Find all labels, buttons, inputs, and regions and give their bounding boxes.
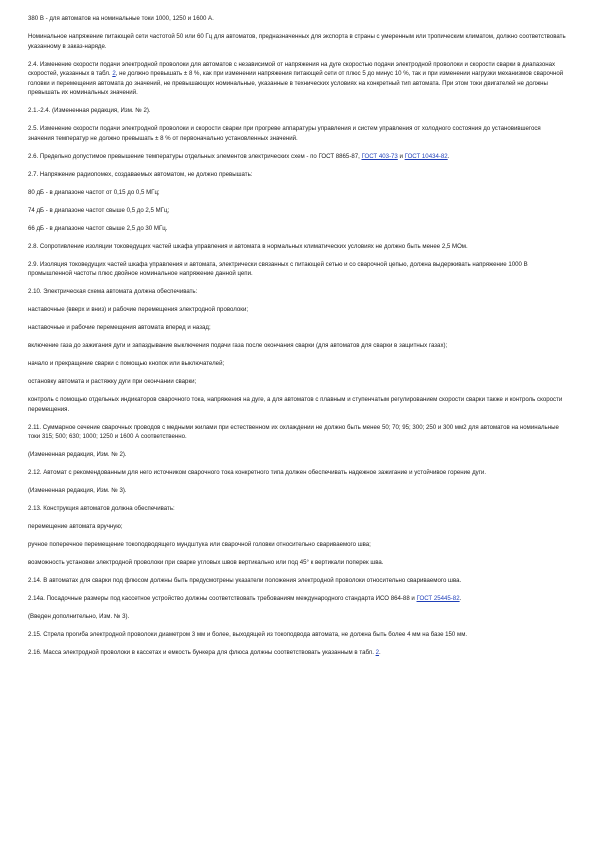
paragraph: 80 дБ - в диапазоне частот от 0,15 до 0,5 МГц;	[28, 188, 160, 196]
paragraph: контроль с помощью отдельных индикаторов сварочного тока, напряжения на дуге, а для автоматов с плавным и ступенчатым регулированием скорости сварки также и контроль скорости перемещения.	[28, 396, 563, 413]
paragraph: 66 дБ - в диапазоне частот свыше 2,5 до 30 МГц.	[28, 224, 168, 232]
paragraph: 2.1.-2.4. (Измененная редакция, Изм. № 2).	[28, 107, 151, 115]
paragraph: начало и прекращение сварки с помощью кнопок или выключателей;	[28, 360, 225, 368]
paragraph: 2.6. Предельно допустимое превышение температуры отдельных элементов электрических схем - по ГОСТ 8865-87, ГОСТ 403-73 и ГОСТ 10434-82.	[28, 152, 450, 160]
gost-403-73-link[interactable]: ГОСТ 403-73	[361, 152, 398, 160]
paragraph: Номинальное напряжение питающей сети частотой 50 или 60 Гц для автоматов, предназначенных для экспорта в страны с умеренным или тропическим климатом, должно соответствовать указанному в заказ-наряде.	[28, 32, 566, 50]
paragraph: 2.16. Масса электродной проволоки в кассетах и емкость бункера для флюса должны соответствовать указанным в табл. 2.	[28, 649, 381, 657]
paragraph: возможность установки электродной проволоки при сварке угловых швов вертикально или под 45° к вертикали поперек шва.	[28, 559, 384, 567]
paragraph: 380 В - для автоматов на номинальные токи 1000, 1250 и 1600 А.	[28, 15, 214, 22]
paragraph: перемещение автомата вручную;	[28, 523, 123, 531]
table-2-link[interactable]: 2	[112, 70, 116, 78]
paragraph: (Измененная редакция, Изм. № 3).	[28, 487, 127, 495]
paragraph: 2.7. Напряжение радиопомех, создаваемых автоматом, не должно превышать:	[28, 170, 253, 178]
paragraph: наставочные и рабочие перемещения автомата вперед и назад;	[28, 324, 211, 332]
paragraph: наставочные (вверх и вниз) и рабочие перемещения электродной проволоки;	[28, 306, 249, 314]
paragraph: 2.11. Суммарное сечение сварочных проводов с медными жилами при естественном их охлаждении не должно быть менее 50; 70; 95; 300; 250 и 300 мм2 для автоматов на номинальные токи 315; 500; 630; 1000; 1250 и 1600 А соответственно.	[28, 423, 559, 441]
paragraph: 2.15. Стрела прогиба электродной проволоки диаметром 3 мм и более, выходящей из токоподвода автомата, не должна быть более 4 мм на базе 150 мм.	[28, 631, 468, 639]
paragraph: 2.4. Изменение скорости подачи электродной проволоки для автоматов с независимой от напряжения на дуге скоростью подачи электродной проволоки и скорости сварки в диапазонах скоростей, указанных в табл. 2, не должно превышать ± 8 %, как при изменении напряжения питающей сети от плюс 5 до минус 10 %, так и при изменении нагрузки механизмов сварочной головки и перемещения автомата до значений, не превышающих номинальные, указанные в технических условиях на конкретный тип автомата. При этом токи двигателей не должны превышать их номинальных значений.	[28, 60, 564, 97]
paragraph: включение газа до зажигания дуги и запаздывание выключения подачи газа после окончания сварки (для автоматов для сварки в защитных газах);	[28, 342, 448, 350]
paragraph: 2.9. Изоляция токоведущих частей шкафа управления и автомата, электрически связанных с питающей сетью и со сварочной цепью, должна выдерживать напряжение 1000 В промышленной частоты плюс двойное номинальное напряжение данной цепи.	[28, 260, 528, 278]
paragraph: 2.8. Сопротивление изоляции токоведущих частей шкафа управления и автомата в нормальных климатических условиях не должно быть менее 2,5 МОм.	[28, 242, 468, 250]
paragraph: 2.14а. Посадочные размеры под кассетное устройство должны соответствовать требованиям международного стандарта ИСО 864-88 и ГОСТ 25445-82.	[28, 595, 462, 603]
gost-25445-82-link[interactable]: ГОСТ 25445-82	[416, 595, 460, 603]
paragraph: остановку автомата и растяжку дуги при окончании сварки;	[28, 378, 197, 386]
paragraph: 2.12. Автомат с рекомендованным для него источником сварочного тока конкретного типа должен обеспечивать надежное зажигание и устойчивое горение дуги.	[28, 469, 487, 477]
paragraph: 2.10. Электрическая схема автомата должна обеспечивать:	[28, 288, 198, 296]
gost-10434-82-link[interactable]: ГОСТ 10434-82	[404, 152, 448, 160]
paragraph: 2.5. Изменение скорости подачи электродной проволоки и скорости сварки при прогреве аппаратуры управления и систем управления от холодного состояния до установившегося значения температур не должно превышать ± 8 % от первоначально установленных значений.	[28, 125, 541, 142]
paragraph: (Измененная редакция, Изм. № 2).	[28, 451, 127, 459]
paragraph: ручное поперечное перемещение токоподводящего мундштука или сварочной головки относительно свариваемого шва;	[28, 541, 371, 549]
paragraph: (Введен дополнительно, Изм. № 3).	[28, 613, 130, 621]
paragraph: 2.14. В автоматах для сварки под флюсом должны быть предусмотрены указатели положения электродной проволоки относительно свариваемого шва.	[28, 577, 462, 585]
table-2-link[interactable]: 2	[375, 649, 380, 657]
document-page	[28, 14, 568, 666]
paragraph: 74 дБ - в диапазоне частот свыше 0,5 до 2,5 МГц;	[28, 206, 170, 214]
paragraph: 2.13. Конструкция автоматов должна обеспечивать:	[28, 505, 175, 513]
